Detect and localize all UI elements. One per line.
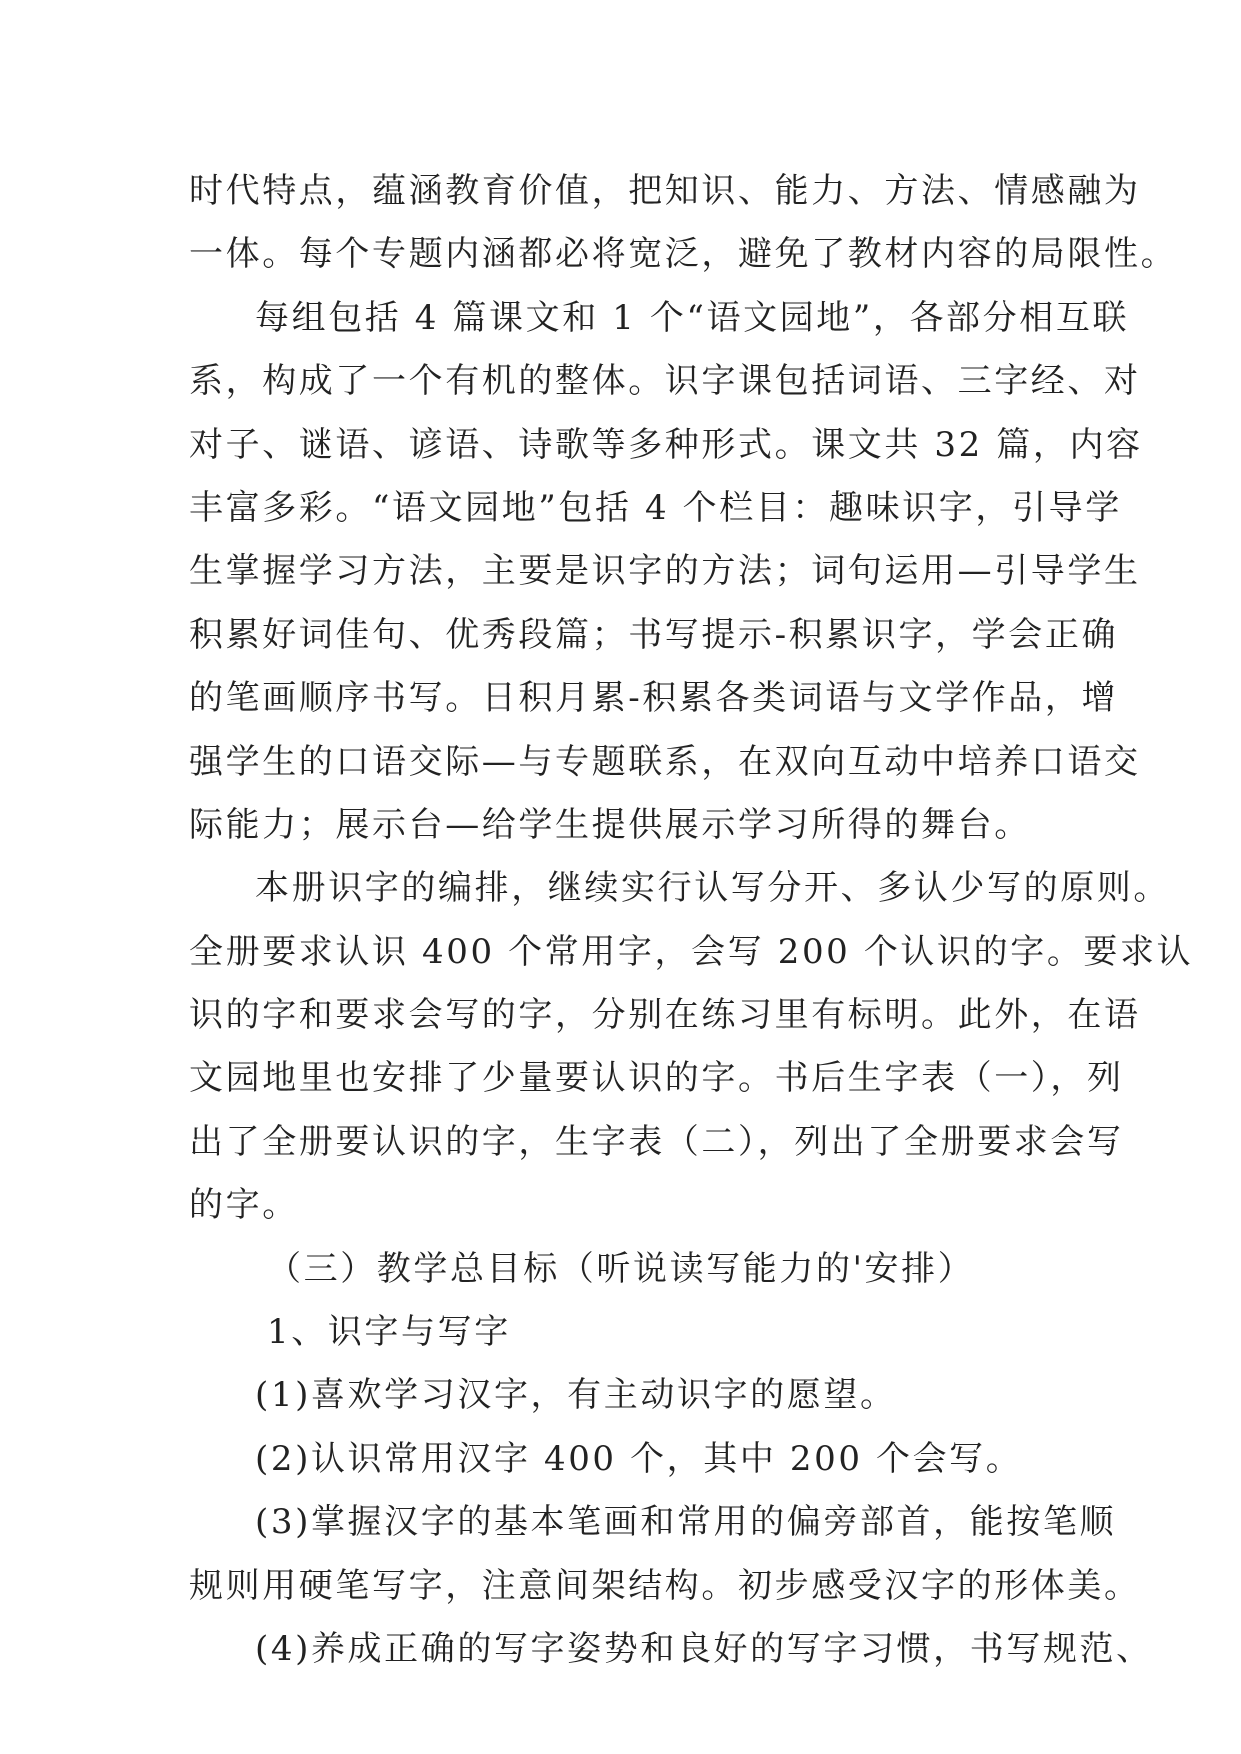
document-body [189, 160, 1194, 1681]
paragraph-line: 的字。 [189, 1185, 299, 1226]
list-item: (2)认识常用汉字 400 个，其中 200 个会写。 [255, 1438, 1023, 1479]
paragraph-line: 积累好词佳句、优秀段篇；书写提示-积累识字，学会正确 [189, 614, 1119, 655]
list-item: (4)养成正确的写字姿势和良好的写字习惯，书写规范、 [255, 1628, 1153, 1669]
paragraph-line: 丰富多彩。“语文园地”包括 4 个栏目：趣味识字，引导学 [189, 487, 1122, 528]
paragraph-line: 对子、谜语、谚语、诗歌等多种形式。课文共 32 篇，内容 [189, 424, 1143, 465]
paragraph-line: 每组包括 4 篇课文和 1 个“语文园地”，各部分相互联 [255, 297, 1130, 338]
paragraph-line: 出了全册要认识的字，生字表（二），列出了全册要求会写 [189, 1121, 1124, 1162]
list-item: (1)喜欢学习汉字，有主动识字的愿望。 [255, 1375, 897, 1416]
paragraph-line: 文园地里也安排了少量要认识的字。书后生字表（一），列 [189, 1058, 1124, 1099]
paragraph-line: 时代特点，蕴涵教育价值，把知识、能力、方法、情感融为 [189, 171, 1141, 211]
paragraph-line: 强学生的口语交际—与专题联系，在双向互动中培养口语交 [189, 741, 1141, 782]
paragraph-line: 全册要求认识 400 个常用字，会写 200 个认识的字。要求认 [189, 931, 1194, 972]
paragraph-line: 识的字和要求会写的字，分别在练习里有标明。此外，在语 [189, 995, 1141, 1036]
paragraph-line: 际能力；展示台—给学生提供展示学习所得的舞台。 [189, 804, 1031, 845]
list-item: (3)掌握汉字的基本笔画和常用的偏旁部首，能按笔顺 [255, 1502, 1117, 1543]
paragraph-line: 的笔画顺序书写。日积月累-积累各类词语与文学作品，增 [189, 678, 1119, 719]
paragraph-line: 生掌握学习方法，主要是识字的方法；词句运用—引导学生 [189, 551, 1141, 592]
paragraph-line: 一体。每个专题内涵都必将宽泛，避免了教材内容的局限性。 [189, 234, 1178, 275]
subsection-heading: 1、识字与写字 [267, 1312, 511, 1353]
paragraph-line: 规则用硬笔写字，注意间架结构。初步感受汉字的形体美。 [189, 1565, 1141, 1606]
paragraph-line: 系，构成了一个有机的整体。识字课包括词语、三字经、对 [189, 361, 1141, 402]
paragraph-line: 本册识字的编排，继续实行认写分开、多认少写的原则。 [255, 868, 1170, 909]
section-heading: （三）教学总目标（听说读写能力的'安排） [267, 1248, 975, 1289]
